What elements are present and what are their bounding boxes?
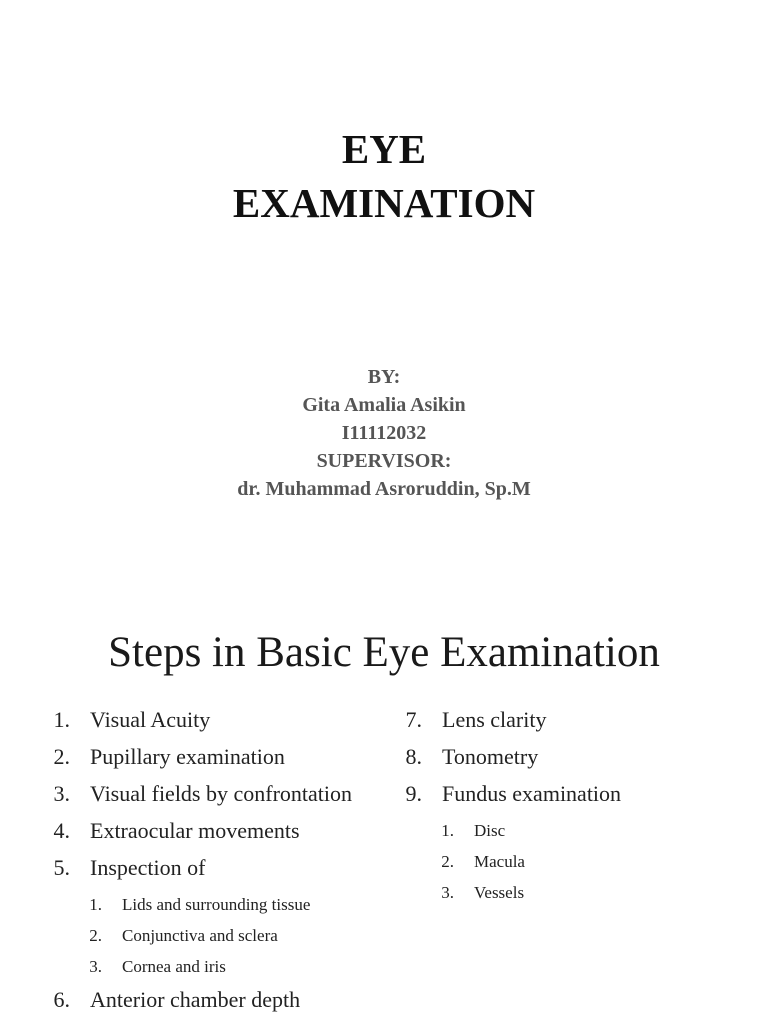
list-item xyxy=(40,778,380,809)
list-item xyxy=(392,704,732,735)
list-item xyxy=(392,778,732,809)
sub-list-item xyxy=(392,877,732,908)
list-item xyxy=(40,815,380,846)
list-item xyxy=(40,984,380,1015)
sub-list-item-number: 1. xyxy=(89,895,102,914)
list-item xyxy=(40,741,380,772)
sub-list-item-number: 2. xyxy=(441,852,454,871)
sub-list xyxy=(40,889,380,982)
student-id: I11112032 xyxy=(341,422,427,444)
sub-list-item xyxy=(392,815,732,846)
list-item-text: Visual fields by confrontation xyxy=(90,781,353,806)
list-item-text: Tonometry xyxy=(442,744,539,769)
sub-list-item-text: Vessels xyxy=(474,883,525,902)
sub-list-item-number: 3. xyxy=(441,883,454,902)
sub-list-item-text: Disc xyxy=(474,821,506,840)
sub-list xyxy=(392,815,732,908)
list-item-text: Extraocular movements xyxy=(90,818,300,843)
list-item xyxy=(40,852,380,883)
list-item-number: 5. xyxy=(53,855,70,880)
byline xyxy=(0,363,768,503)
slide-title: Steps in Basic Eye Examination xyxy=(108,629,660,676)
sub-list-item xyxy=(40,951,380,982)
sub-list-item-number: 3. xyxy=(89,957,102,976)
author-name: Gita Amalia Asikin xyxy=(302,394,466,416)
sub-list-item xyxy=(40,920,380,951)
sub-list-item-text: Macula xyxy=(474,852,525,871)
sub-list-item-text: Cornea and iris xyxy=(122,957,226,976)
by-label: BY: xyxy=(367,366,401,388)
sub-list-item xyxy=(392,846,732,877)
title-line-2: EXAMINATION xyxy=(232,180,536,226)
list-item-number: 9. xyxy=(405,781,422,806)
list-item-text: Lens clarity xyxy=(442,707,547,732)
sub-list-item-text: Lids and surrounding tissue xyxy=(122,895,311,914)
sub-list-item-number: 2. xyxy=(89,926,102,945)
list-item-text: Fundus examination xyxy=(442,781,622,806)
steps-slide xyxy=(0,590,768,1024)
supervisor-name: dr. Muhammad Asroruddin, Sp.M xyxy=(237,478,531,500)
list-item-number: 3. xyxy=(53,781,70,806)
steps-list-right xyxy=(392,704,732,910)
list-item xyxy=(392,741,732,772)
list-item-number: 2. xyxy=(53,744,70,769)
supervisor-label: SUPERVISOR: xyxy=(316,450,452,472)
list-item-number: 8. xyxy=(405,744,422,769)
list-item-number: 4. xyxy=(53,818,70,843)
list-item-text: Inspection of xyxy=(90,855,206,880)
list-item-number: 6. xyxy=(53,987,70,1012)
title-line-1: EYE xyxy=(341,126,427,172)
steps-list-left xyxy=(40,704,380,1021)
document-title xyxy=(0,122,768,230)
list-item-text: Anterior chamber depth xyxy=(90,987,301,1012)
sub-list-item xyxy=(40,889,380,920)
list-item-text: Pupillary examination xyxy=(90,744,285,769)
list-item xyxy=(40,704,380,735)
list-item-number: 7. xyxy=(405,707,422,732)
sub-list-item-number: 1. xyxy=(441,821,454,840)
list-item-text: Visual Acuity xyxy=(90,707,211,732)
sub-list-item-text: Conjunctiva and sclera xyxy=(122,926,278,945)
list-item-number: 1. xyxy=(53,707,70,732)
